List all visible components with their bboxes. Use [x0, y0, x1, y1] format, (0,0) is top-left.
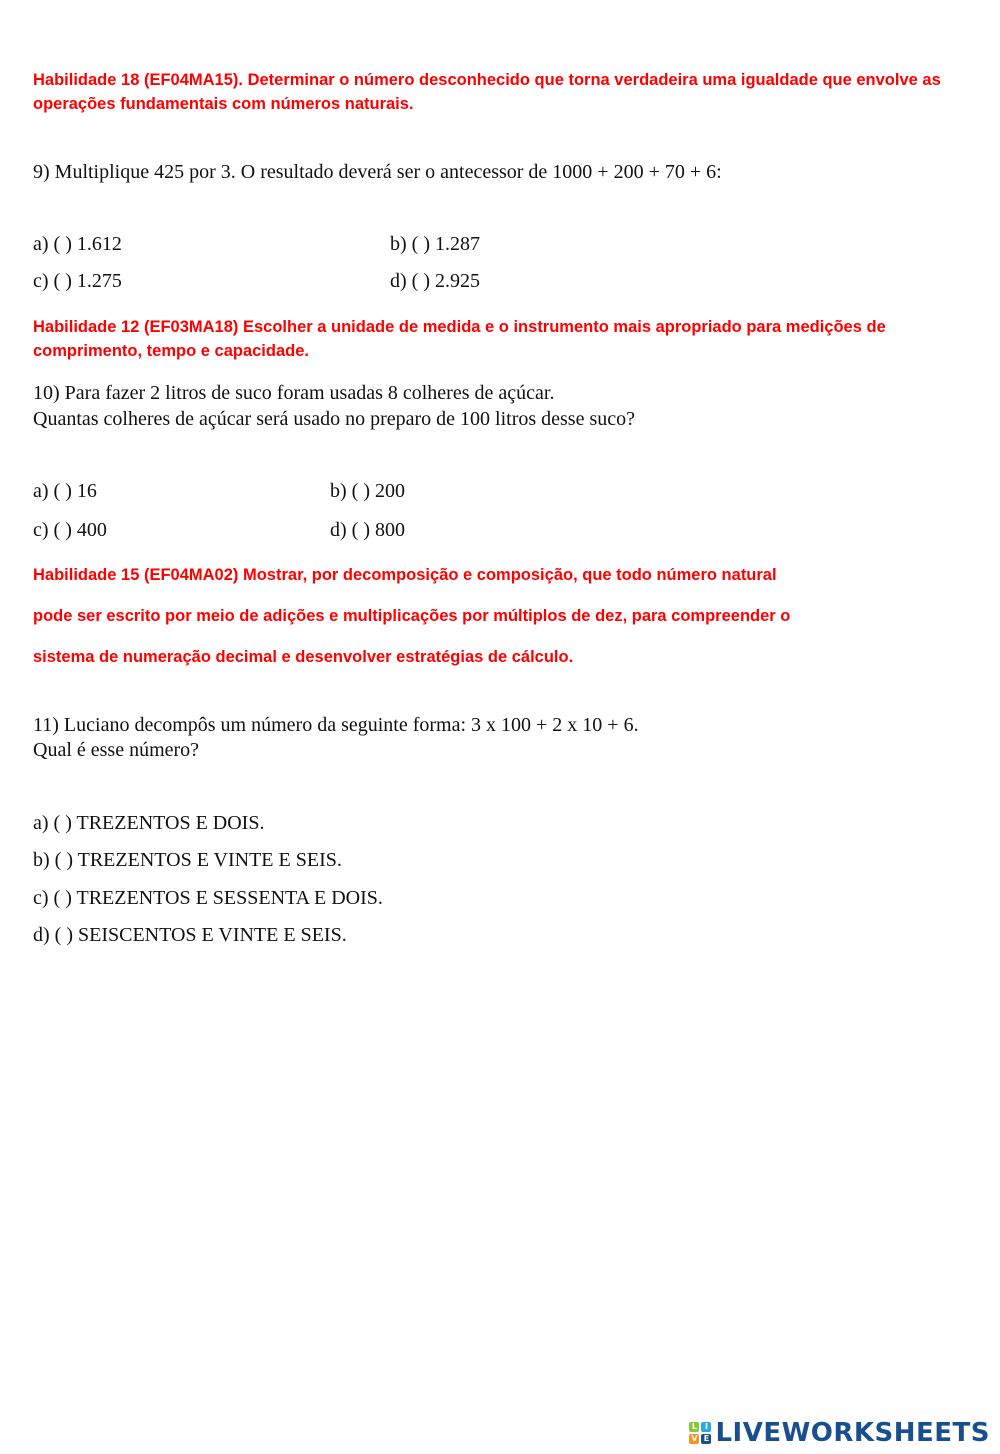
logo-text: LIVEWORKSHEETS	[715, 1418, 990, 1448]
q10-option-d[interactable]: d) ( ) 800	[330, 519, 405, 541]
logo-mark-i: I	[701, 1422, 711, 1432]
question-9-text: 9) Multiplique 425 por 3. O resultado deverá ser o antecessor de 1000 + 200 + 70 + 6:	[33, 161, 722, 183]
q11-option-a[interactable]: a) ( ) TREZENTOS E DOIS.	[33, 812, 265, 834]
logo-mark-l: L	[689, 1422, 699, 1432]
logo-mark-v: V	[691, 1434, 698, 1443]
logo-mark-e: E	[701, 1434, 711, 1444]
skill-15-line-2: pode ser escrito por meio de adições e multiplicações por múltiplos de dez, para compreender o	[33, 607, 791, 625]
liveworksheets-logo[interactable]	[689, 1418, 990, 1448]
q9-option-a[interactable]: a) ( ) 1.612	[33, 233, 122, 255]
q11-option-b[interactable]: b) ( ) TREZENTOS E VINTE E SEIS.	[33, 849, 342, 871]
q9-option-b[interactable]: b) ( ) 1.287	[390, 233, 480, 255]
q9-option-c[interactable]: c) ( ) 1.275	[33, 270, 122, 292]
q11-option-c[interactable]: c) ( ) TREZENTOS E SESSENTA E DOIS.	[33, 887, 383, 909]
skill-15-line-3: sistema de numeração decimal e desenvolver estratégias de cálculo.	[33, 648, 574, 666]
question-10-line-2: Quantas colheres de açúcar será usado no preparo de 100 litros desse suco?	[33, 408, 635, 430]
logo-mark-icon	[689, 1422, 711, 1444]
q10-option-c[interactable]: c) ( ) 400	[33, 519, 107, 541]
question-11-line-2: Qual é esse número?	[33, 739, 200, 761]
skill-12-heading: Habilidade 12 (EF03MA18) Escolher a unidade de medida e o instrumento mais apropriado para medições de comprimento, tempo e capacidade.	[33, 318, 886, 360]
q10-option-b[interactable]: b) ( ) 200	[330, 480, 405, 502]
q10-option-a[interactable]: a) ( ) 16	[33, 480, 97, 502]
q11-option-d[interactable]: d) ( ) SEISCENTOS E VINTE E SEIS.	[33, 924, 347, 946]
q9-option-d[interactable]: d) ( ) 2.925	[390, 270, 480, 292]
question-10-line-1: 10) Para fazer 2 litros de suco foram usadas 8 colheres de açúcar.	[33, 382, 555, 404]
skill-18-heading: Habilidade 18 (EF04MA15). Determinar o número desconhecido que torna verdadeira uma igualdade que envolve as operações fundamentais com números naturais.	[33, 71, 941, 113]
skill-15-line-1: Habilidade 15 (EF04MA02) Mostrar, por decomposição e composição, que todo número natural	[33, 566, 777, 584]
question-11-line-1: 11) Luciano decompôs um número da seguinte forma: 3 x 100 + 2 x 10 + 6.	[33, 714, 639, 736]
